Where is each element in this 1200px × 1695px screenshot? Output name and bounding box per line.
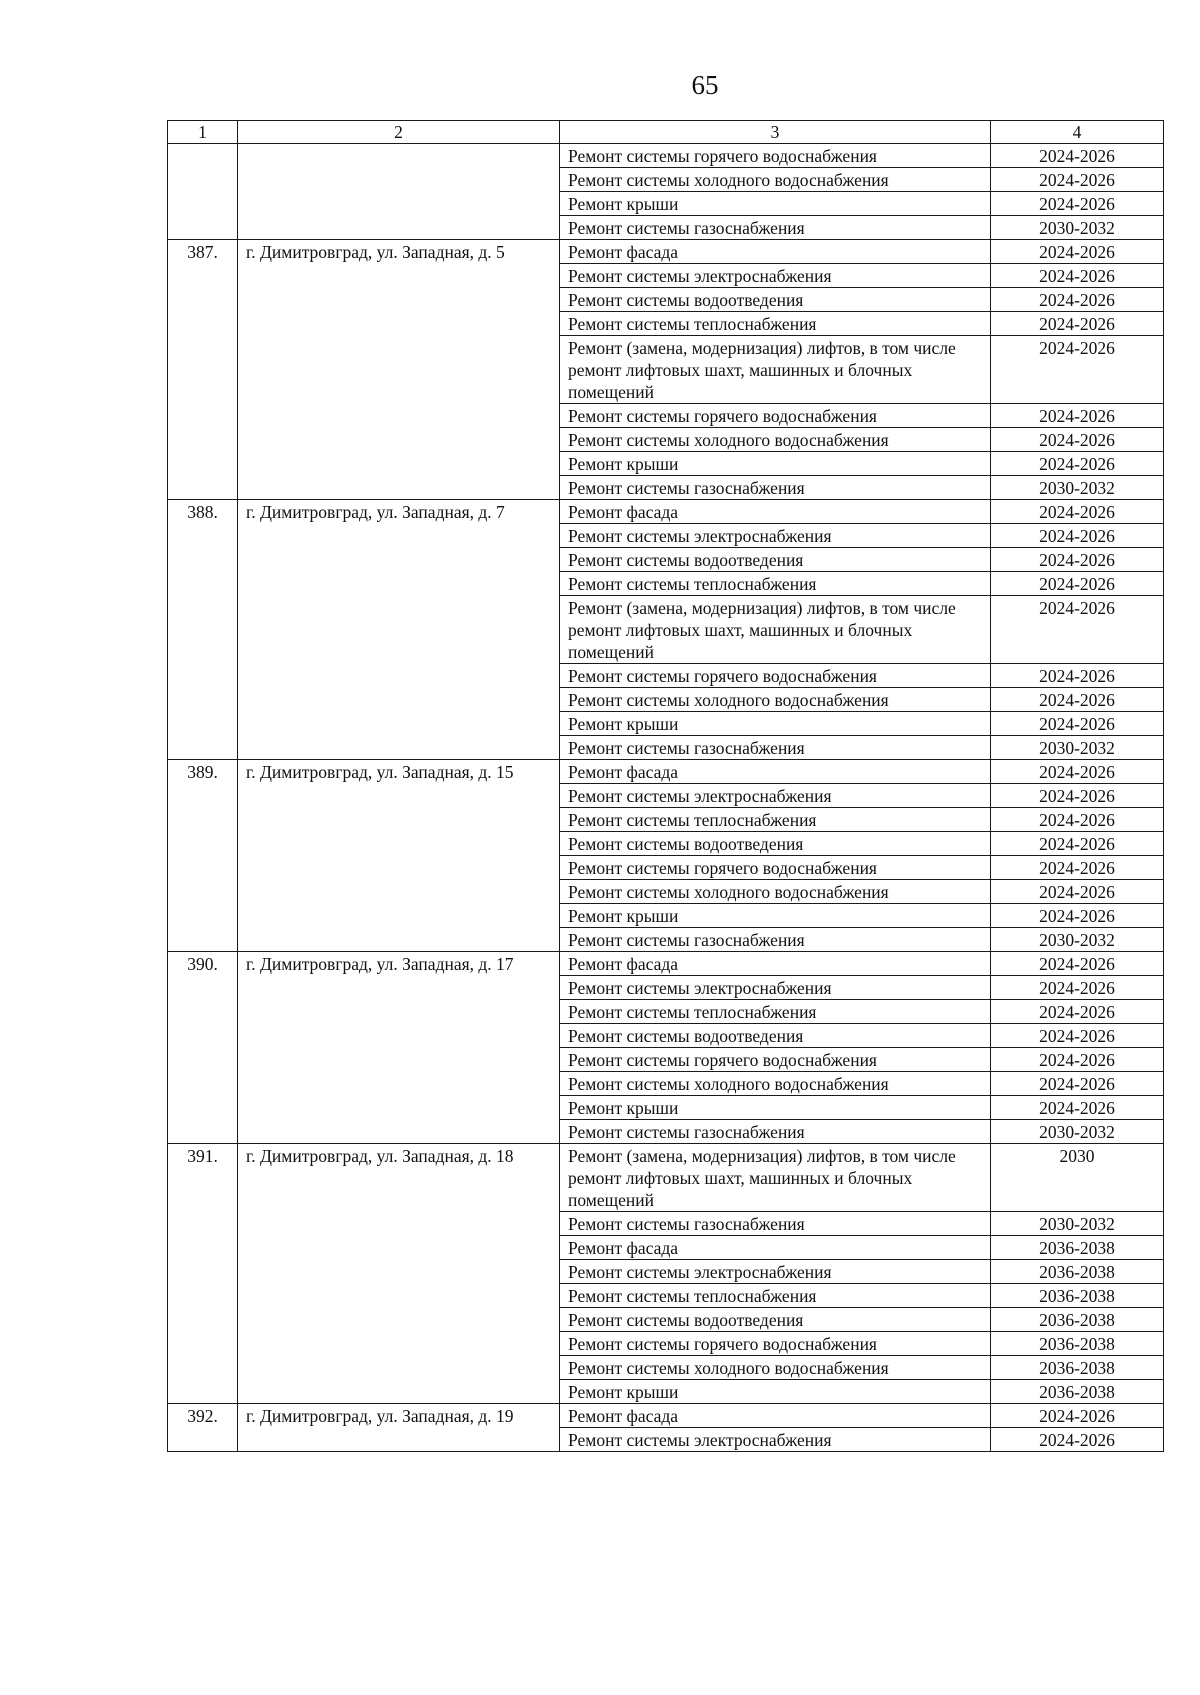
repair-period: 2030-2032 <box>991 476 1164 500</box>
repair-period: 2024-2026 <box>991 1428 1164 1452</box>
repair-work-type: Ремонт фасада <box>560 1236 991 1260</box>
repair-work-type: Ремонт системы холодного водоснабжения <box>560 168 991 192</box>
repair-work-type: Ремонт крыши <box>560 904 991 928</box>
repair-period: 2024-2026 <box>991 1000 1164 1024</box>
repair-period: 2036-2038 <box>991 1308 1164 1332</box>
repair-work-type: Ремонт системы горячего водоснабжения <box>560 1332 991 1356</box>
page-number: 65 <box>691 70 719 100</box>
repair-work-type: Ремонт системы электроснабжения <box>560 524 991 548</box>
repair-period: 2024-2026 <box>991 712 1164 736</box>
repair-work-type: Ремонт (замена, модернизация) лифтов, в том числе ремонт лифтовых шахт, машинных и блочных помещений <box>560 1144 991 1212</box>
repair-period: 2024-2026 <box>991 664 1164 688</box>
building-number: 387. <box>168 240 238 500</box>
repair-work-type: Ремонт системы электроснабжения <box>560 1260 991 1284</box>
repair-period: 2024-2026 <box>991 952 1164 976</box>
repair-work-type: Ремонт фасада <box>560 240 991 264</box>
repair-work-type: Ремонт крыши <box>560 452 991 476</box>
repair-work-type: Ремонт системы горячего водоснабжения <box>560 856 991 880</box>
repair-schedule-table <box>167 120 1164 1452</box>
repair-work-type: Ремонт системы холодного водоснабжения <box>560 1072 991 1096</box>
table-row <box>168 240 1164 264</box>
repair-period: 2024-2026 <box>991 572 1164 596</box>
repair-period: 2024-2026 <box>991 240 1164 264</box>
repair-work-type: Ремонт системы холодного водоснабжения <box>560 428 991 452</box>
column-header-number: 1 <box>168 121 238 144</box>
repair-work-type: Ремонт системы горячего водоснабжения <box>560 144 991 168</box>
repair-period: 2024-2026 <box>991 404 1164 428</box>
repair-period: 2024-2026 <box>991 548 1164 572</box>
repair-period: 2036-2038 <box>991 1332 1164 1356</box>
repair-work-type: Ремонт фасада <box>560 1404 991 1428</box>
repair-work-type: Ремонт крыши <box>560 1096 991 1120</box>
repair-work-type: Ремонт системы электроснабжения <box>560 784 991 808</box>
repair-period: 2024-2026 <box>991 760 1164 784</box>
building-number: 389. <box>168 760 238 952</box>
repair-period: 2036-2038 <box>991 1356 1164 1380</box>
repair-work-type: Ремонт системы водоотведения <box>560 288 991 312</box>
table-row <box>168 1404 1164 1428</box>
repair-work-type: Ремонт (замена, модернизация) лифтов, в том числе ремонт лифтовых шахт, машинных и блочных помещений <box>560 336 991 404</box>
repair-period: 2024-2026 <box>991 192 1164 216</box>
building-address: г. Димитровград, ул. Западная, д. 5 <box>238 240 560 500</box>
repair-period: 2036-2038 <box>991 1236 1164 1260</box>
repair-work-type: Ремонт системы горячего водоснабжения <box>560 1048 991 1072</box>
repair-work-type: Ремонт фасада <box>560 500 991 524</box>
repair-work-type: Ремонт системы газоснабжения <box>560 216 991 240</box>
repair-work-type: Ремонт системы теплоснабжения <box>560 572 991 596</box>
repair-work-type: Ремонт фасада <box>560 760 991 784</box>
repair-period: 2024-2026 <box>991 1024 1164 1048</box>
building-address: г. Димитровград, ул. Западная, д. 15 <box>238 760 560 952</box>
building-number: 392. <box>168 1404 238 1452</box>
repair-work-type: Ремонт системы газоснабжения <box>560 476 991 500</box>
repair-period: 2024-2026 <box>991 336 1164 404</box>
building-address: г. Димитровград, ул. Западная, д. 19 <box>238 1404 560 1452</box>
repair-period: 2024-2026 <box>991 264 1164 288</box>
repair-work-type: Ремонт системы теплоснабжения <box>560 312 991 336</box>
repair-work-type: Ремонт системы газоснабжения <box>560 928 991 952</box>
table-row <box>168 500 1164 524</box>
repair-period: 2024-2026 <box>991 312 1164 336</box>
repair-period: 2024-2026 <box>991 500 1164 524</box>
table-header-row <box>168 121 1164 144</box>
column-header-address: 2 <box>238 121 560 144</box>
repair-work-type: Ремонт системы водоотведения <box>560 1024 991 1048</box>
repair-work-type: Ремонт системы газоснабжения <box>560 1120 991 1144</box>
repair-work-type: Ремонт системы холодного водоснабжения <box>560 688 991 712</box>
table-body <box>168 144 1164 1452</box>
building-address: г. Димитровград, ул. Западная, д. 7 <box>238 500 560 760</box>
repair-period: 2024-2026 <box>991 784 1164 808</box>
repair-work-type: Ремонт системы газоснабжения <box>560 1212 991 1236</box>
repair-period: 2024-2026 <box>991 808 1164 832</box>
table-row <box>168 144 1164 168</box>
repair-period: 2030-2032 <box>991 1120 1164 1144</box>
repair-work-type: Ремонт системы теплоснабжения <box>560 1284 991 1308</box>
repair-period: 2036-2038 <box>991 1380 1164 1404</box>
repair-work-type: Ремонт системы электроснабжения <box>560 976 991 1000</box>
repair-period: 2036-2038 <box>991 1284 1164 1308</box>
repair-work-type: Ремонт системы электроснабжения <box>560 1428 991 1452</box>
repair-period: 2024-2026 <box>991 1096 1164 1120</box>
repair-period: 2024-2026 <box>991 428 1164 452</box>
repair-period: 2024-2026 <box>991 1048 1164 1072</box>
repair-period: 2024-2026 <box>991 1404 1164 1428</box>
repair-period: 2024-2026 <box>991 524 1164 548</box>
repair-work-type: Ремонт крыши <box>560 192 991 216</box>
repair-work-type: Ремонт системы холодного водоснабжения <box>560 880 991 904</box>
repair-period: 2024-2026 <box>991 904 1164 928</box>
repair-period: 2024-2026 <box>991 856 1164 880</box>
repair-period: 2024-2026 <box>991 1072 1164 1096</box>
repair-period: 2030-2032 <box>991 736 1164 760</box>
building-number: 390. <box>168 952 238 1144</box>
building-number: 391. <box>168 1144 238 1404</box>
repair-work-type: Ремонт системы электроснабжения <box>560 264 991 288</box>
column-header-period: 4 <box>991 121 1164 144</box>
repair-work-type: Ремонт фасада <box>560 952 991 976</box>
column-header-work: 3 <box>560 121 991 144</box>
repair-period: 2030 <box>991 1144 1164 1212</box>
table-row <box>168 952 1164 976</box>
repair-work-type: Ремонт крыши <box>560 712 991 736</box>
repair-work-type: Ремонт системы горячего водоснабжения <box>560 664 991 688</box>
table-row <box>168 1144 1164 1212</box>
repair-period: 2024-2026 <box>991 144 1164 168</box>
repair-work-type: Ремонт системы теплоснабжения <box>560 1000 991 1024</box>
repair-period: 2036-2038 <box>991 1260 1164 1284</box>
table-row <box>168 760 1164 784</box>
repair-work-type: Ремонт системы теплоснабжения <box>560 808 991 832</box>
repair-period: 2024-2026 <box>991 168 1164 192</box>
building-number <box>168 144 238 240</box>
repair-period: 2030-2032 <box>991 216 1164 240</box>
repair-period: 2024-2026 <box>991 976 1164 1000</box>
building-number: 388. <box>168 500 238 760</box>
repair-period: 2024-2026 <box>991 596 1164 664</box>
repair-work-type: Ремонт системы водоотведения <box>560 832 991 856</box>
repair-work-type: Ремонт системы водоотведения <box>560 548 991 572</box>
repair-period: 2024-2026 <box>991 880 1164 904</box>
repair-work-type: Ремонт (замена, модернизация) лифтов, в том числе ремонт лифтовых шахт, машинных и блочных помещений <box>560 596 991 664</box>
repair-work-type: Ремонт системы газоснабжения <box>560 736 991 760</box>
repair-work-type: Ремонт системы водоотведения <box>560 1308 991 1332</box>
building-address <box>238 144 560 240</box>
repair-period: 2024-2026 <box>991 288 1164 312</box>
repair-period: 2030-2032 <box>991 1212 1164 1236</box>
repair-work-type: Ремонт системы горячего водоснабжения <box>560 404 991 428</box>
repair-period: 2024-2026 <box>991 832 1164 856</box>
repair-period: 2030-2032 <box>991 928 1164 952</box>
building-address: г. Димитровград, ул. Западная, д. 17 <box>238 952 560 1144</box>
repair-period: 2024-2026 <box>991 452 1164 476</box>
repair-work-type: Ремонт системы холодного водоснабжения <box>560 1356 991 1380</box>
repair-work-type: Ремонт крыши <box>560 1380 991 1404</box>
repair-period: 2024-2026 <box>991 688 1164 712</box>
building-address: г. Димитровград, ул. Западная, д. 18 <box>238 1144 560 1404</box>
